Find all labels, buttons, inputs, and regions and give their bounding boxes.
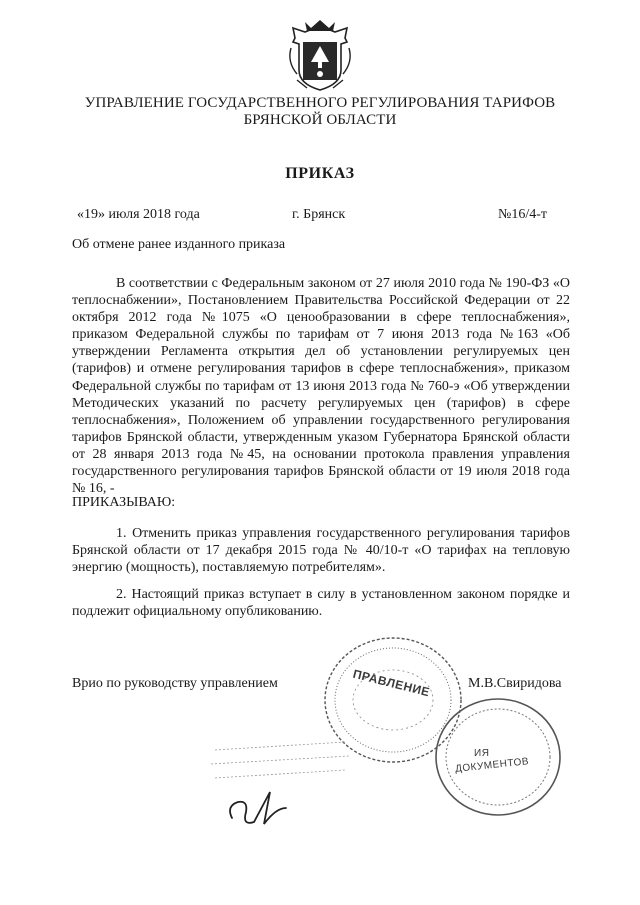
document-date: «19» июля 2018 года [77,207,200,222]
document-title: ПРИКАЗ [285,165,355,182]
stamp-text-line2: ДОКУМЕНТОВ [454,756,530,775]
order-word: ПРИКАЗЫВАЮ: [72,495,176,510]
document-subject: Об отмене ранее изданного приказа [72,237,286,252]
order-item-2: 2. Настоящий приказ вступает в силу в установленном законом порядке и подлежит официальному опубликованию. [72,587,570,620]
organization-name-line2: БРЯНСКОЙ ОБЛАСТИ [243,112,397,128]
signatory-name: М.В.Свиридова [468,676,562,691]
organization-name-line1: УПРАВЛЕНИЕ ГОСУДАРСТВЕННОГО РЕГУЛИРОВАНИЯ ТАРИФОВ [84,95,556,111]
document-stamp [428,690,568,825]
seal-text: ПРАВЛЕНИЕ [351,666,432,700]
signatory-role: Врио по руководству управлением [72,676,278,691]
stamp-text-line1: ИЯ [474,748,490,759]
preamble-paragraph: В соответствии с Федеральным законом от 27 июля 2010 года № 190-ФЗ «О теплоснабжении», Постановлением Правительства Российской Федерации от 22 октября 2012 года №1075 «О ценообразовании в сфере теплоснабжения», приказом Федеральной службы по тарифам от 7 июня 2013 года №163 «Об утверждении Регламента открытия дел об установлении регулируемых цен (тарифов) и отмене регулирования тарифов в сфере теплоснабжения», приказом Федеральной службы по тарифам от 13 июня 2013 года № 760-э «Об утверждении Методических указаний по расчету регулируемых цен (тарифов) в сфере теплоснабжения», Положением об управлении государственного регулирования тарифов Брянской области, утвержденным указом Губернатора Брянской области от 28 января 2013 года №45, на основании протокола правления управления государственного регулирования тарифов Брянской области от 19 июля 2018 года № 16, - [72,276,570,497]
handwritten-signature [224,778,294,838]
document-number: №16/4-т [498,207,548,222]
order-item-1: 1. Отменить приказ управления государственного регулирования тарифов Брянской области от 17 декабря 2015 года № 40/10-т «О тарифах на тепловую энергию (мощность), поставляемую потребителям». [72,526,570,576]
document-city: г. Брянск [292,207,346,222]
coat-of-arms-emblem [285,18,355,92]
